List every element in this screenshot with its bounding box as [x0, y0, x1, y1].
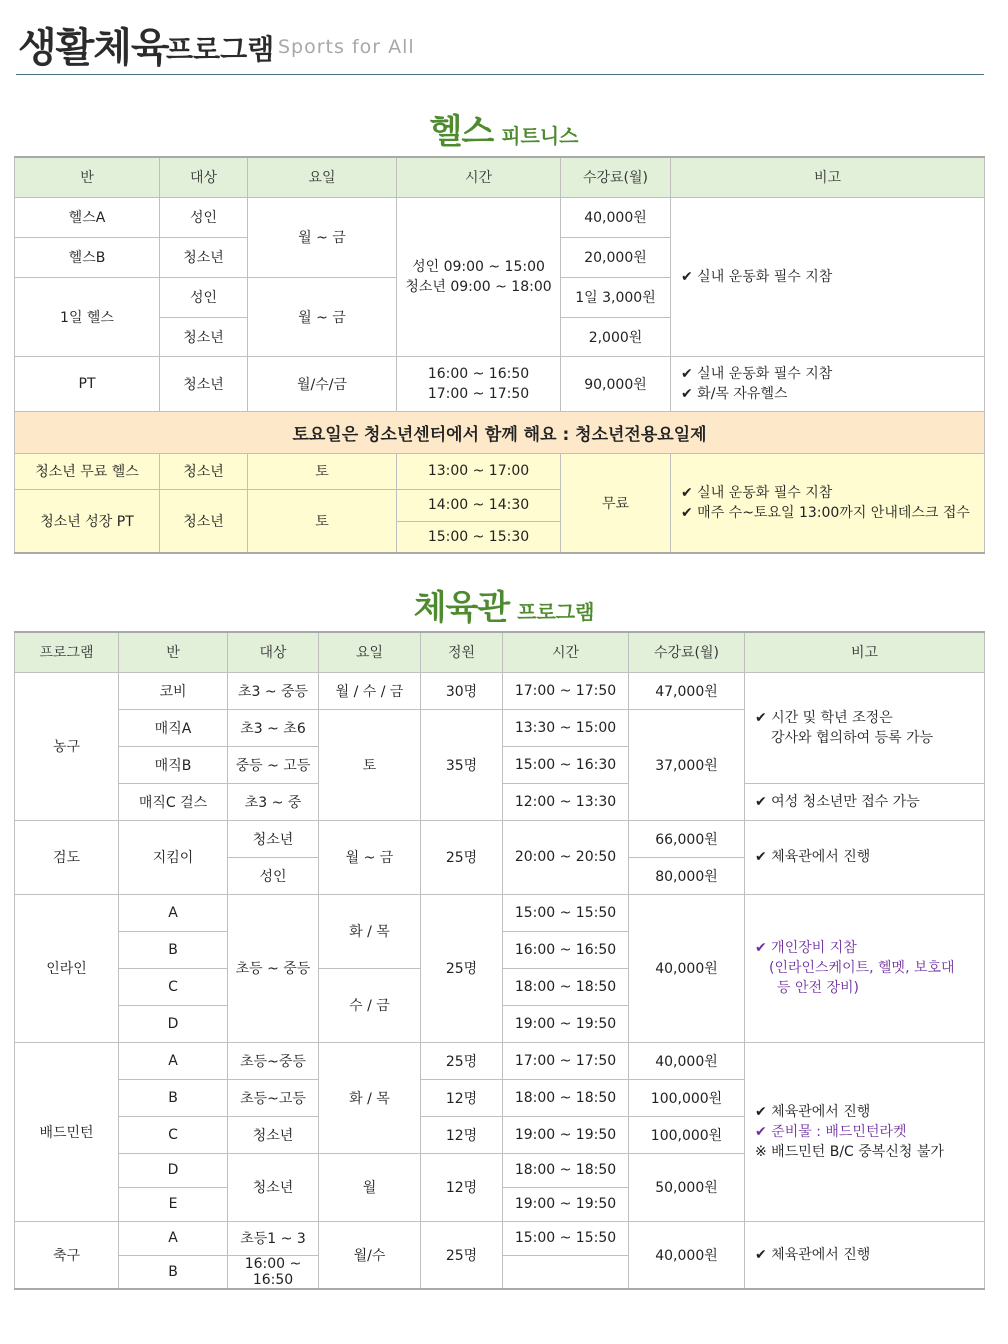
day-cell: 수 / 금 — [319, 968, 421, 1042]
col-header: 수강료(월) — [629, 632, 745, 672]
time-cell — [397, 356, 561, 411]
program-cell: 축구 — [15, 1221, 119, 1289]
class-cell: 매직B — [119, 746, 228, 783]
class-cell: B — [119, 1255, 228, 1289]
target-cell: 청소년 — [160, 237, 248, 277]
time-cell: 15:00 ~ 15:50 — [503, 1221, 629, 1255]
note-line: ✔ 실내 운동화 필수 지참 — [681, 365, 833, 382]
target-cell: 초등1 ~ 3 — [228, 1221, 319, 1255]
time-line: 17:00 ~ 17:50 — [427, 385, 530, 402]
note-line: ✔ 시간 및 학년 조정은 — [755, 709, 893, 726]
class-cell: 청소년 무료 헬스 — [15, 453, 160, 489]
class-cell: C — [119, 968, 228, 1005]
target-cell: 초3 ~ 초6 — [228, 709, 319, 746]
col-header: 대상 — [160, 157, 248, 197]
table-row — [15, 1042, 985, 1079]
time-cell: 15:00 ~ 16:30 — [503, 746, 629, 783]
target-cell: 청소년 — [228, 820, 319, 857]
health-title-small: 피트니스 — [501, 124, 579, 148]
fee-cell: 80,000원 — [629, 857, 745, 894]
col-header: 요일 — [248, 157, 397, 197]
class-cell: B — [119, 931, 228, 968]
day-cell: 월 ~ 금 — [248, 197, 397, 277]
day-cell: 월 — [319, 1153, 421, 1221]
col-header: 수강료(월) — [561, 157, 671, 197]
saturday-banner: 토요일은 청소년센터에서 함께 해요 : 청소년전용요일제 — [15, 411, 985, 453]
class-cell: 매직A — [119, 709, 228, 746]
target-cell: 청소년 — [160, 453, 248, 489]
time-cell: 13:00 ~ 17:00 — [397, 453, 561, 489]
class-cell: A — [119, 894, 228, 931]
note-line: (인라인스케이트, 헬멧, 보호대 — [769, 960, 955, 976]
class-cell: A — [119, 1042, 228, 1079]
note-line: ✔ 체육관에서 진행 — [755, 1103, 871, 1120]
target-cell: 청소년 — [160, 489, 248, 553]
col-header: 비고 — [671, 157, 985, 197]
note-cell — [745, 1042, 985, 1221]
table-row — [15, 197, 985, 237]
note-line: ✔ 화/목 자유헬스 — [681, 385, 788, 402]
note-cell — [671, 356, 985, 411]
table-row — [15, 1221, 985, 1255]
fee-cell: 무료 — [561, 453, 671, 553]
fee-cell: 40,000원 — [629, 894, 745, 1042]
fee-cell: 37,000원 — [629, 709, 745, 820]
col-header: 정원 — [421, 632, 503, 672]
capacity-cell: 25명 — [421, 1042, 503, 1079]
class-cell: 청소년 성장 PT — [15, 489, 160, 553]
time-cell: 18:00 ~ 18:50 — [503, 1079, 629, 1116]
class-cell: D — [119, 1153, 228, 1187]
fee-cell: 2,000원 — [561, 317, 671, 356]
col-header: 요일 — [319, 632, 421, 672]
capacity-cell: 25명 — [421, 1221, 503, 1289]
time-cell: 15:00 ~ 15:30 — [397, 521, 561, 553]
day-cell: 토 — [248, 453, 397, 489]
time-line: 성인 09:00 ~ 15:00 — [412, 258, 545, 275]
time-cell — [397, 197, 561, 356]
capacity-cell: 12명 — [421, 1116, 503, 1153]
program-cell: 인라인 — [15, 894, 119, 1042]
col-header: 비고 — [745, 632, 985, 672]
program-cell: 농구 — [15, 672, 119, 820]
target-cell: 청소년 — [228, 1116, 319, 1153]
target-cell: 청소년 — [160, 317, 248, 356]
day-cell: 월/수/금 — [248, 356, 397, 411]
class-cell: C — [119, 1116, 228, 1153]
fee-cell: 66,000원 — [629, 820, 745, 857]
time-cell: 19:00 ~ 19:50 — [503, 1116, 629, 1153]
note-cell: ✔ 여성 청소년만 접수 가능 — [745, 783, 985, 820]
gym-table — [14, 631, 985, 1290]
col-header: 대상 — [228, 632, 319, 672]
table-row — [15, 894, 985, 931]
note-line: ✔ 매주 수~토요일 13:00까지 안내데스크 접수 — [681, 504, 970, 521]
time-line: 16:00 ~ 16:50 — [427, 365, 530, 382]
note-line: ✔ 준비물 : 배드민턴라켓 — [755, 1123, 907, 1140]
capacity-cell: 35명 — [421, 709, 503, 820]
time-cell: 19:00 ~ 19:50 — [503, 1005, 629, 1042]
fee-cell: 100,000원 — [629, 1116, 745, 1153]
class-cell: 1일 헬스 — [15, 277, 160, 356]
class-cell: E — [119, 1187, 228, 1221]
table-row — [15, 672, 985, 709]
target-cell: 성인 — [160, 197, 248, 237]
class-cell: 지킴이 — [119, 820, 228, 894]
target-cell: 초등~고등 — [228, 1079, 319, 1116]
day-cell: 화 / 목 — [319, 1042, 421, 1153]
note-line: ※ 배드민턴 B/C 중복신청 불가 — [755, 1143, 944, 1160]
note-cell — [745, 894, 985, 1042]
time-cell: 13:30 ~ 15:00 — [503, 709, 629, 746]
gym-section-title — [0, 580, 1008, 629]
page-title: 생활체육 — [18, 25, 169, 71]
health-table — [14, 156, 985, 554]
target-cell: 초3 ~ 중 — [228, 783, 319, 820]
fee-cell: 20,000원 — [561, 237, 671, 277]
health-header-row — [15, 157, 985, 197]
time-cell: 17:00 ~ 17:50 — [503, 672, 629, 709]
time-cell: 17:00 ~ 17:50 — [503, 1042, 629, 1079]
page-title-english: Sports for All — [278, 36, 415, 58]
target-cell: 초등 ~ 중등 — [228, 894, 319, 1042]
fee-cell: 47,000원 — [629, 672, 745, 709]
class-cell: PT — [15, 356, 160, 411]
note-line: ✔ 실내 운동화 필수 지참 — [681, 484, 833, 501]
program-cell: 배드민턴 — [15, 1042, 119, 1221]
note-line: 강사와 협의하여 등록 가능 — [771, 729, 934, 746]
saturday-banner-row — [15, 411, 985, 453]
capacity-cell: 25명 — [421, 894, 503, 1042]
time-cell: 16:00 ~ 16:50 — [228, 1255, 319, 1289]
fee-cell: 1일 3,000원 — [561, 277, 671, 317]
day-cell: 월 / 수 / 금 — [319, 672, 421, 709]
col-header: 반 — [119, 632, 228, 672]
gym-title-big: 체육관 — [413, 588, 510, 628]
class-cell: B — [119, 1079, 228, 1116]
note-line: 등 안전 장비) — [777, 980, 859, 996]
fee-cell: 100,000원 — [629, 1079, 745, 1116]
capacity-cell: 25명 — [421, 820, 503, 894]
program-cell: 검도 — [15, 820, 119, 894]
note-cell: ✔ 실내 운동화 필수 지참 — [671, 197, 985, 356]
target-cell: 청소년 — [160, 356, 248, 411]
class-cell: 매직C 걸스 — [119, 783, 228, 820]
time-cell: 12:00 ~ 13:30 — [503, 783, 629, 820]
day-cell: 토 — [248, 489, 397, 553]
time-cell: 14:00 ~ 14:30 — [397, 489, 561, 521]
table-row — [15, 820, 985, 857]
col-header: 시간 — [503, 632, 629, 672]
page-subtitle: 프로그램 — [166, 33, 275, 66]
note-cell: ✔ 체육관에서 진행 — [745, 1221, 985, 1289]
table-row — [15, 356, 985, 411]
fee-cell: 50,000원 — [629, 1153, 745, 1221]
note-cell — [745, 672, 985, 783]
day-cell: 화 / 목 — [319, 894, 421, 968]
table-row — [15, 453, 985, 489]
time-cell: 15:00 ~ 15:50 — [503, 894, 629, 931]
target-cell: 성인 — [160, 277, 248, 317]
health-section-title — [0, 104, 1008, 153]
time-cell: 16:00 ~ 16:50 — [503, 931, 629, 968]
day-cell: 월 ~ 금 — [248, 277, 397, 356]
col-header: 반 — [15, 157, 160, 197]
target-cell: 성인 — [228, 857, 319, 894]
time-cell: 20:00 ~ 20:50 — [503, 820, 629, 894]
class-cell: 코비 — [119, 672, 228, 709]
page-header — [16, 10, 984, 75]
gym-header-row — [15, 632, 985, 672]
day-cell: 월 ~ 금 — [319, 820, 421, 894]
class-cell: 헬스A — [15, 197, 160, 237]
time-cell: 18:00 ~ 18:50 — [503, 1153, 629, 1187]
health-title-big: 헬스 — [429, 112, 494, 152]
target-cell: 중등 ~ 고등 — [228, 746, 319, 783]
day-cell: 토 — [319, 709, 421, 820]
class-cell: D — [119, 1005, 228, 1042]
note-cell — [671, 453, 985, 553]
time-cell: 19:00 ~ 19:50 — [503, 1187, 629, 1221]
col-header: 프로그램 — [15, 632, 119, 672]
day-cell: 월/수 — [319, 1221, 421, 1289]
gym-title-small: 프로그램 — [517, 600, 595, 624]
target-cell: 초3 ~ 중등 — [228, 672, 319, 709]
capacity-cell: 12명 — [421, 1153, 503, 1221]
fee-cell: 40,000원 — [629, 1221, 745, 1289]
note-line: ✔ 개인장비 지참 — [755, 940, 857, 956]
note-cell: ✔ 체육관에서 진행 — [745, 820, 985, 894]
class-cell: A — [119, 1221, 228, 1255]
fee-cell: 90,000원 — [561, 356, 671, 411]
capacity-cell: 12명 — [421, 1079, 503, 1116]
fee-cell: 40,000원 — [561, 197, 671, 237]
target-cell: 초등~중등 — [228, 1042, 319, 1079]
fee-cell: 40,000원 — [629, 1042, 745, 1079]
time-line: 청소년 09:00 ~ 18:00 — [405, 278, 552, 295]
class-cell: 헬스B — [15, 237, 160, 277]
target-cell: 청소년 — [228, 1153, 319, 1221]
time-cell: 18:00 ~ 18:50 — [503, 968, 629, 1005]
capacity-cell: 30명 — [421, 672, 503, 709]
col-header: 시간 — [397, 157, 561, 197]
